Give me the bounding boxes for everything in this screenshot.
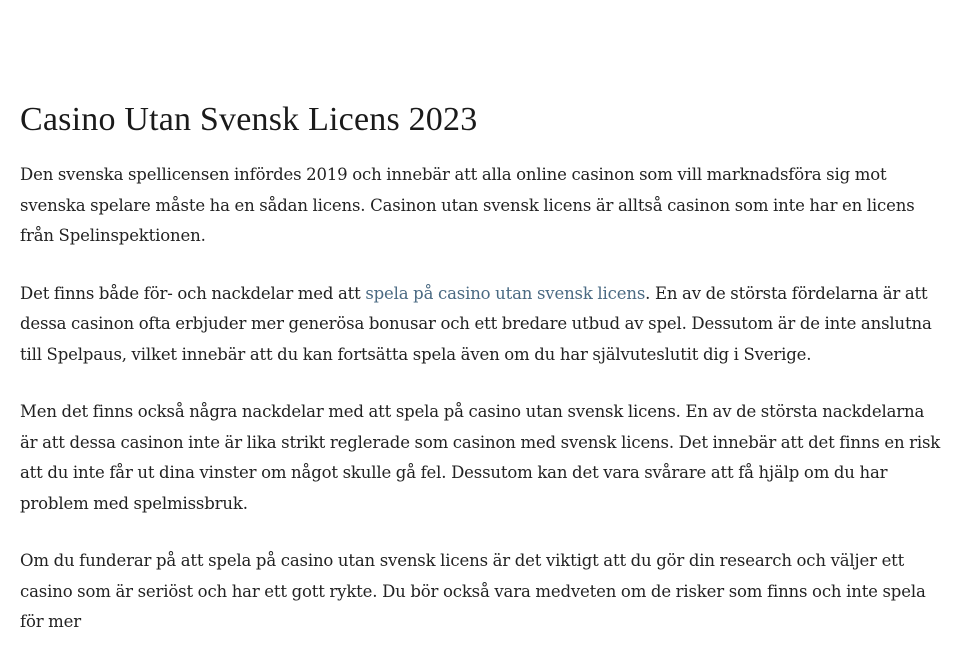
paragraph-4: Om du funderar på att spela på casino utan svensk licens är det viktigt att du gör din research och väljer ett casino som är seriöst och har ett gott rykte. Du bör också vara medveten om de risker som finns och inte spela för mer	[20, 551, 926, 631]
paragraph-1: Den svenska spellicensen infördes 2019 och innebär att alla online casinon som vill marknadsföra sig mot svenska spelare måste ha en sådan licens. Casinon utan svensk licens är alltså casinon som inte har en licens från Spelinspektionen.	[20, 165, 915, 245]
article-title: Casino Utan Svensk Licens 2023	[20, 101, 478, 138]
paragraph-2-text-after: . En av de största fördelarna är att dessa casinon ofta erbjuder mer generösa bonusar och ett bredare utbud av spel. Dessutom är de inte anslutna till Spelpaus, vilket innebär att du kan fortsätta spela även om du har självuteslutit dig i Sverige.	[20, 283, 932, 364]
article	[20, 98, 945, 665]
paragraph-2	[20, 279, 945, 371]
casino-utan-svensk-licens-link[interactable]: spela på casino utan svensk licens	[365, 283, 646, 303]
paragraph-3: Men det finns också några nackdelar med att spela på casino utan svensk licens. En av de största nackdelarna är att dessa casinon inte är lika strikt reglerade som casinon med svensk licens. Det innebär att det finns en risk att du inte får ut dina vinster om något skulle gå fel. Dessutom kan det vara svårare att få hjälp om du har problem med spelmissbruk.	[20, 402, 941, 513]
paragraph-2-text-before: Det finns både för- och nackdelar med att	[20, 283, 366, 303]
